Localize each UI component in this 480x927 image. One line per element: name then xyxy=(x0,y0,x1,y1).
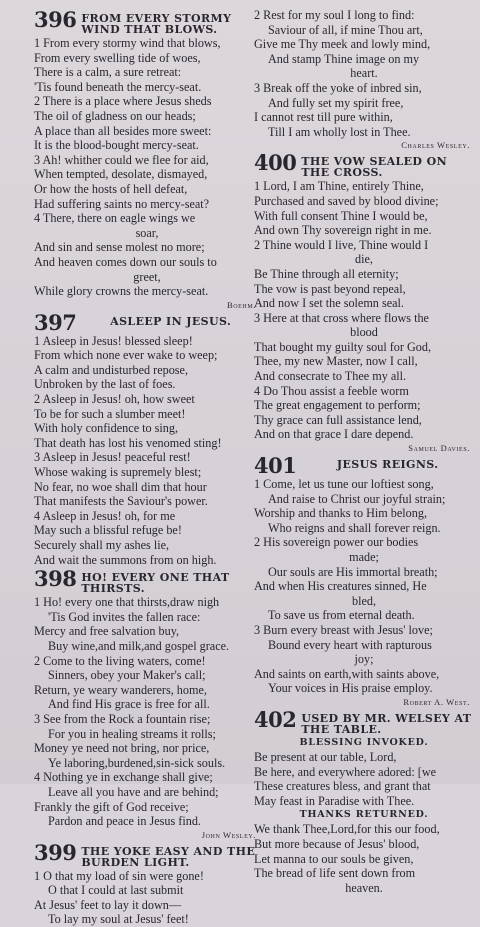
verse-line: Let manna to our souls be given, xyxy=(254,851,414,866)
verse-line: At Jesus' feet to lay it down— xyxy=(34,897,182,912)
section-subheading: BLESSING INVOKED. xyxy=(299,736,429,748)
verse-line: I cannot rest till pure within, xyxy=(254,110,393,125)
verse-line: 1 Ho! every one that thirsts,draw nigh xyxy=(34,595,220,610)
verse-line: Frankly the gift of God receive; xyxy=(34,799,189,814)
right-column xyxy=(254,8,474,895)
left-column xyxy=(34,8,260,927)
verse-line-indented: O that I could at last submit xyxy=(48,883,184,898)
verse-line: With holy confidence to sing, xyxy=(34,421,179,436)
verse-line-indented: Buy wine,and milk,and gospel grace. xyxy=(48,638,230,653)
verse-line-continuation: heaven. xyxy=(345,880,383,895)
hymn-number: 400 xyxy=(254,150,297,176)
verse-line: Purchased and saved by blood divine; xyxy=(254,193,439,208)
verse-line: Give me Thy meek and lowly mind, xyxy=(254,37,431,52)
verse-line: While glory crowns the mercy-seat. xyxy=(34,284,209,299)
verse-line: 1 Come, let us tune our loftiest song, xyxy=(254,477,434,492)
verse-line-continuation: made; xyxy=(349,550,379,564)
verse-line: Unbroken by the last of foes. xyxy=(34,377,176,392)
verse-line: Whose waking is supremely blest; xyxy=(34,465,202,480)
hymn-heading xyxy=(34,839,260,869)
verse-line: And heaven comes down our souls to xyxy=(34,254,217,269)
verse-line-indented: To save us from eternal death. xyxy=(268,608,415,623)
verse-line-indented: Your voices in His praise employ. xyxy=(268,681,433,696)
verse-line-indented: And find His grace is free for all. xyxy=(48,697,210,712)
verse-line: 3 Break off the yoke of inbred sin, xyxy=(254,80,422,95)
hymn-heading xyxy=(34,309,260,335)
verse-line: That manifests the Saviour's power. xyxy=(34,494,208,509)
verse-line: The bread of life sent down from xyxy=(254,866,416,881)
verse-line: And when His creatures sinned, He xyxy=(254,579,427,594)
hymn-title: USED BY MR. WELSEY AT THE TABLE. xyxy=(301,711,472,736)
hymn-number: 399 xyxy=(34,839,77,865)
hymn-title: THE YOKE EASY AND THE BURDEN LIGHT. xyxy=(81,844,256,869)
hymn-number: 402 xyxy=(254,706,297,732)
hymn-author: John Wesley. xyxy=(201,829,256,840)
hymn-author: Boehm. xyxy=(226,299,256,310)
verse-line: 3 Here at that cross where flows the xyxy=(254,310,429,325)
section-subheading: THANKS RETURNED. xyxy=(299,809,429,821)
verse-line: There is a calm, a sure retreat: xyxy=(34,65,182,80)
verse-line: May such a blissful refuge be! xyxy=(34,523,182,538)
verse-line: 2 Thine would I live, Thine would I xyxy=(254,237,429,252)
verse-line-indented: Ye laboring,burdened,sin-sick souls. xyxy=(48,755,226,770)
verse-line: 2 There is a place where Jesus sheds xyxy=(34,94,212,109)
verse-line-indented: Our souls are His immortal breath; xyxy=(268,564,438,579)
verse-line: 2 Rest for my soul I long to find: xyxy=(254,8,415,22)
hymn-heading xyxy=(34,566,260,596)
hymn-heading xyxy=(254,150,474,180)
verse-line: 3 Burn every breast with Jesus' love; xyxy=(254,622,433,637)
verse-line: Securely shall my ashes lie, xyxy=(34,538,170,552)
hymn-author: Robert A. West. xyxy=(403,696,470,707)
verse-line: May feast in Paradise with Thee. xyxy=(254,793,415,808)
verse-line: Return, ye weary wanderers, home, xyxy=(34,682,207,697)
hymn-title: THE VOW SEALED ON THE CROSS. xyxy=(301,155,448,180)
hymn-title: HO! EVERY ONE THAT THIRSTS. xyxy=(81,571,230,596)
verse-line: Money ye need not bring, nor price, xyxy=(34,741,210,756)
verse-line: 'Tis found beneath the mercy-seat. xyxy=(34,79,202,94)
verse-line: 4 There, there on eagle wings we xyxy=(34,211,196,226)
verse-line: Be Thine through all eternity; xyxy=(254,266,399,281)
verse-line: And on that grace I dare depend. xyxy=(254,427,414,442)
hymn-number: 398 xyxy=(34,566,77,592)
verse-line: 1 O that my load of sin were gone! xyxy=(34,868,204,883)
hymn-title: JESUS REIGNS. xyxy=(336,458,439,472)
verse-line: Had suffering saints no mercy-seat? xyxy=(34,196,210,211)
hymn-heading xyxy=(254,453,474,479)
verse-line-indented: Till I am wholly lost in Thee. xyxy=(268,124,411,139)
verse-line: Thee, my new Master, now I call, xyxy=(254,354,418,369)
hymn-author: Charles Wesley. xyxy=(401,140,470,151)
verse-line-continuation: soar, xyxy=(135,225,159,240)
verse-line: 1 Asleep in Jesus! blessed sleep! xyxy=(34,333,193,348)
verse-line-continuation: heart. xyxy=(350,66,378,81)
hymn-heading xyxy=(34,7,260,36)
verse-line: Be present at our table, Lord, xyxy=(254,749,397,764)
verse-line-indented: And stamp Thine image on my xyxy=(268,51,420,66)
verse-line: A calm and undisturbed repose, xyxy=(34,362,188,377)
verse-line: And saints on earth,with saints above, xyxy=(254,666,440,681)
verse-line-indented: Bound every heart with rapturous xyxy=(268,637,432,652)
verse-line: From every swelling tide of woes, xyxy=(34,50,201,65)
verse-line: We thank Thee,Lord,for this our food, xyxy=(254,822,440,837)
verse-line: 4 Asleep in Jesus! oh, for me xyxy=(34,508,176,523)
verse-line: And own Thy sovereign right in me. xyxy=(254,223,432,238)
verse-line: That death has lost his venomed sting! xyxy=(34,435,222,450)
verse-line: 1 Lord, I am Thine, entirely Thine, xyxy=(254,179,424,194)
verse-line-continuation: bled, xyxy=(351,593,377,608)
verse-line-indented: Who reigns and shall forever reign. xyxy=(268,520,441,535)
verse-line-indented: To lay my soul at Jesus' feet! xyxy=(48,912,189,927)
verse-line-indented: Pardon and peace in Jesus find. xyxy=(48,814,201,829)
verse-line: The great engagement to perform; xyxy=(254,398,421,413)
verse-line: With full consent Thine I would be, xyxy=(254,208,428,223)
verse-line: 2 His sovereign power our bodies xyxy=(254,535,419,550)
verse-line-indented: Leave all you have and are behind; xyxy=(48,784,219,799)
verse-line: And consecrate to Thee my all. xyxy=(254,369,407,384)
verse-line-continuation: joy; xyxy=(354,652,374,667)
verse-line: To be for such a slumber meet! xyxy=(34,406,186,421)
verse-line: 1 From every stormy wind that blows, xyxy=(34,36,221,50)
verse-line-continuation: die, xyxy=(355,252,373,267)
verse-line: 3 Ah! whither could we flee for aid, xyxy=(34,152,209,167)
verse-line: Or how the hosts of hell defeat, xyxy=(34,181,188,196)
verse-line-indented: 'Tis God invites the fallen race: xyxy=(48,609,201,624)
verse-line: 2 Asleep in Jesus! oh, how sweet xyxy=(34,392,195,407)
verse-line-indented: And fully set my spirit free, xyxy=(268,95,404,110)
verse-line: And wait the summons from on high. xyxy=(34,552,217,567)
verse-line-indented: Sinners, obey your Maker's call; xyxy=(48,668,206,683)
verse-line: The vow is past beyond repeal, xyxy=(254,281,406,296)
verse-line-indented: Saviour of all, if mine Thou art, xyxy=(268,22,423,37)
verse-line: 3 See from the Rock a fountain rise; xyxy=(34,711,211,726)
hymn-number: 401 xyxy=(254,453,297,479)
verse-line: That bought my guilty soul for God, xyxy=(254,339,432,354)
verse-line-indented: For you in healing streams it rolls; xyxy=(48,726,216,741)
verse-line-continuation: greet, xyxy=(133,269,161,284)
verse-line: It is the blood-bought mercy-seat. xyxy=(34,138,199,153)
verse-line: No fear, no woe shall dim that hour xyxy=(34,479,207,494)
verse-line: Be here, and everywhere adored: [we xyxy=(254,764,437,779)
hymn-number: 397 xyxy=(34,309,77,335)
verse-line: 3 Asleep in Jesus! peaceful rest! xyxy=(34,450,191,465)
verse-line-continuation: blood xyxy=(350,325,378,340)
verse-line: 2 Come to the living waters, come! xyxy=(34,653,206,668)
verse-line: These creatures bless, and grant that xyxy=(254,779,431,794)
verse-line-indented: And raise to Christ our joyful strain; xyxy=(268,491,446,506)
hymn-number: 396 xyxy=(34,7,77,32)
hymn-title: ASLEEP IN JESUS. xyxy=(110,314,232,328)
verse-line: Thy grace can full assistance lend, xyxy=(254,412,422,427)
verse-line: A place than all besides more sweet: xyxy=(34,123,212,138)
verse-line: Mercy and free salvation buy, xyxy=(34,624,180,639)
verse-line: Worship and thanks to Him belong, xyxy=(254,506,428,521)
hymn-heading xyxy=(254,706,474,736)
verse-line: And now I set the solemn seal. xyxy=(254,296,404,311)
verse-line: 4 Do Thou assist a feeble worm xyxy=(254,383,409,398)
hymn-title: FROM EVERY STORMY WIND THAT BLOWS. xyxy=(81,12,232,36)
verse-line: The oil of gladness on our heads; xyxy=(34,108,196,123)
verse-line: When tempted, desolate, dismayed, xyxy=(34,167,208,182)
hymn-author: Samuel Davies. xyxy=(408,443,470,454)
verse-line: But more because of Jesus' blood, xyxy=(254,836,420,851)
verse-line: And sin and sense molest no more; xyxy=(34,240,205,255)
verse-line: From which none ever wake to weep; xyxy=(34,348,218,363)
verse-line: 4 Nothing ye in exchange shall give; xyxy=(34,770,213,785)
